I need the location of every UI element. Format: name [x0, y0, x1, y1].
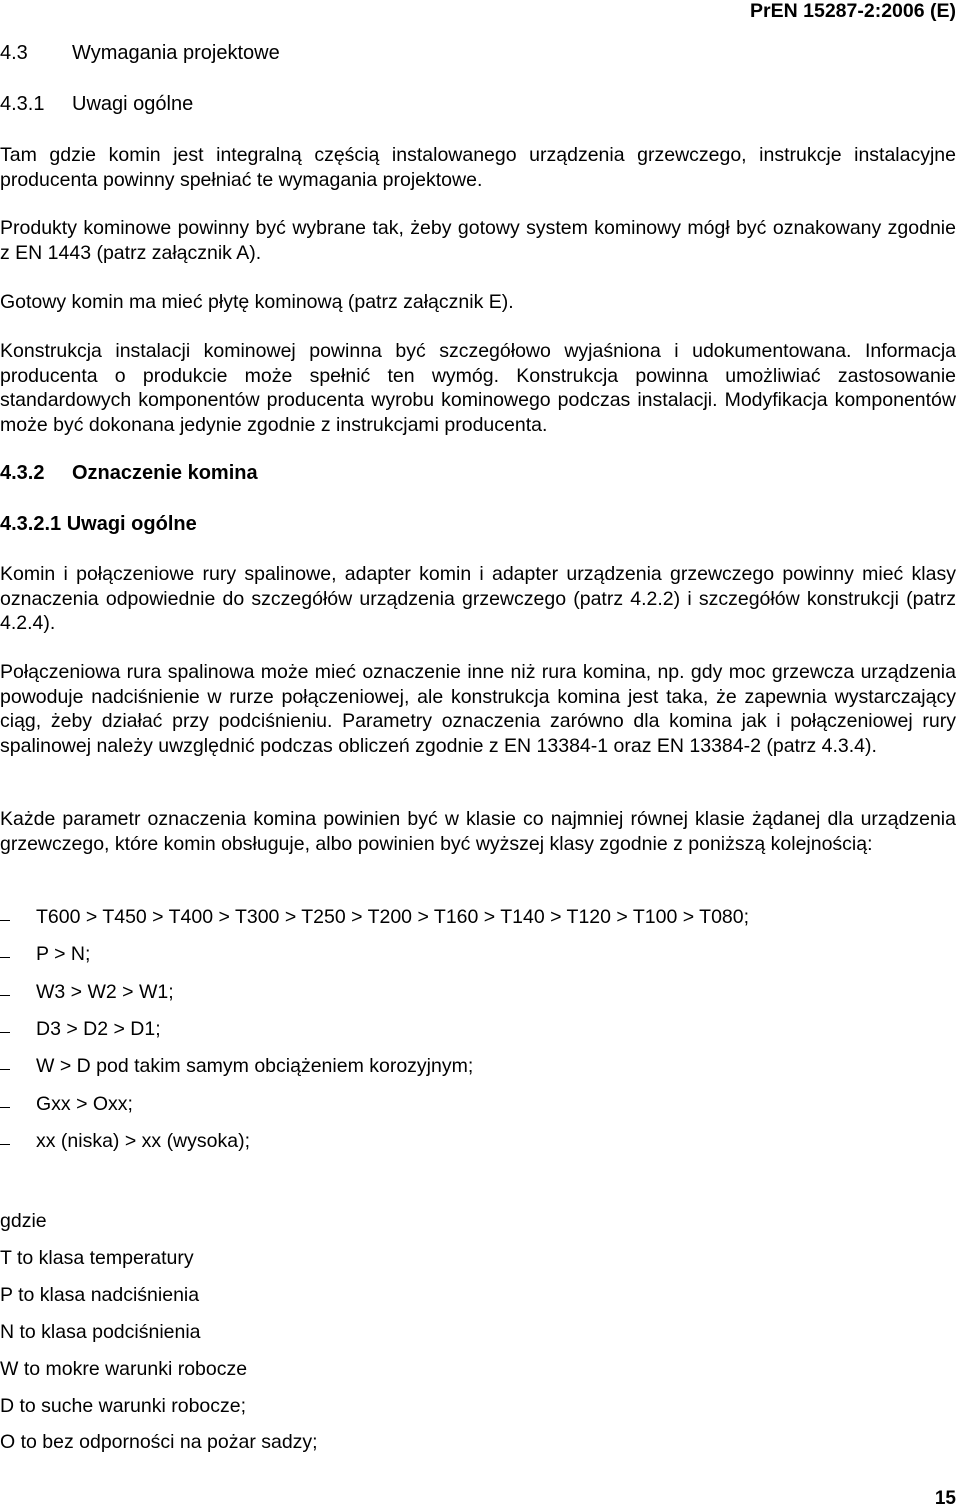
list-item: T600 > T450 > T400 > T300 > T250 > T200 > T160 > T140 > T120 > T100 > T080; — [0, 906, 940, 929]
definition-line: O to bez odporności na pożar sadzy; — [0, 1431, 318, 1454]
paragraph-integral-chimney: Tam gdzie komin jest integralną częścią instalowanego urządzenia grzewczego, instrukcje instalacyjne producenta powinny spełniać te wymagania projektowe. — [0, 144, 956, 191]
definition-line: D to suche warunki robocze; — [0, 1394, 247, 1417]
list-item: xx (niska) > xx (wysoka); — [0, 1130, 940, 1153]
list-item: Gxx > Oxx; — [0, 1093, 940, 1116]
section-number: 4.3.2 — [0, 462, 45, 484]
list-item: W > D pod takim samym obciążeniem korozyjnym; — [0, 1055, 940, 1078]
definitions-list — [0, 1203, 318, 1461]
paragraph-connecting-flue: Połączeniowa rura spalinowa może mieć oznaczenie inne niż rura komina, np. gdy moc grzewcza urządzenia powoduje nadciśnienie w rurze połączeniowej, ale konstrukcja komina jest taka, że zapewnia wystarczający ciąg, żeby działać przy podciśnieniu. Parametry oznaczenia zarówno dla komina jak i połączeniowej rury spalinowej należy uwzględnić podczas obliczeń zgodnie z EN 13384-1 oraz EN 13384-2 (patrz 4.3.4). — [0, 661, 956, 757]
list-item: D3 > D2 > D1; — [0, 1018, 940, 1041]
definition-line: N to klasa podciśnienia — [0, 1320, 201, 1343]
definition-line: gdzie — [0, 1210, 47, 1232]
section-title: Uwagi ogólne — [72, 93, 194, 115]
dash-bullet — [0, 1018, 36, 1041]
paragraph-construction: Konstrukcja instalacji kominowej powinna być szczegółowo wyjaśniona i udokumentowana. Informacja producenta o produkcie może spełnić ten wymóg. Konstrukcja powinna umożliwiać zastosowanie standardowych komponentów producenta wyrobu kominowego podczas instalacji. Modyfikacja komponentów może być dokonana jedynie zgodnie z instrukcjami producenta. — [0, 340, 956, 436]
list-item: W3 > W2 > W1; — [0, 981, 940, 1004]
section-title: Wymagania projektowe — [72, 42, 280, 64]
list-item: P > N; — [0, 943, 940, 966]
paragraph-chimney-plate: Gotowy komin ma mieć płytę kominową (patrz załącznik E). — [0, 291, 514, 313]
section-title: Oznaczenie komina — [72, 462, 258, 484]
section-heading-4-3 — [0, 42, 280, 65]
definition-line: T to klasa temperatury — [0, 1246, 194, 1269]
definition-line: W to mokre warunki robocze — [0, 1357, 248, 1380]
dash-bullet — [0, 981, 36, 1004]
section-number: 4.3 — [0, 42, 28, 64]
paragraph-designation-classes: Komin i połączeniowe rury spalinowe, adapter komin i adapter urządzenia grzewczego powinny mieć klasy oznaczenia odpowiednie do szczegółów urządzenia grzewczego (patrz 4.2.2) i szczegółów konstrukcji (patrz 4.2.4). — [0, 563, 956, 634]
paragraph-class-order: Każde parametr oznaczenia komina powinien być w klasie co najmniej równej klasie żądanej dla urządzenia grzewczego, które komin obsługuje, albo powinien być wyższej klasy zgodnie z poniższą kolejnością: — [0, 808, 956, 855]
document-code: PrEN 15287-2:2006 (E) — [750, 0, 956, 22]
definition-line: P to klasa nadciśnienia — [0, 1283, 200, 1306]
section-number: 4.3.1 — [0, 93, 45, 115]
dash-bullet — [0, 1130, 36, 1153]
section-heading-4-3-2 — [0, 462, 258, 485]
dash-bullet — [0, 1093, 36, 1116]
page-number: 15 — [934, 1488, 956, 1509]
dash-bullet — [0, 943, 36, 966]
paragraph-chimney-products: Produkty kominowe powinny być wybrane tak, żeby gotowy system kominowy mógł być oznakowany zgodnie z EN 1443 (patrz załącznik A). — [0, 217, 956, 264]
dash-bullet — [0, 906, 36, 929]
section-heading-4-3-2-1: 4.3.2.1 Uwagi ogólne — [0, 513, 197, 535]
dash-bullet — [0, 1055, 36, 1078]
section-heading-4-3-1 — [0, 93, 193, 116]
